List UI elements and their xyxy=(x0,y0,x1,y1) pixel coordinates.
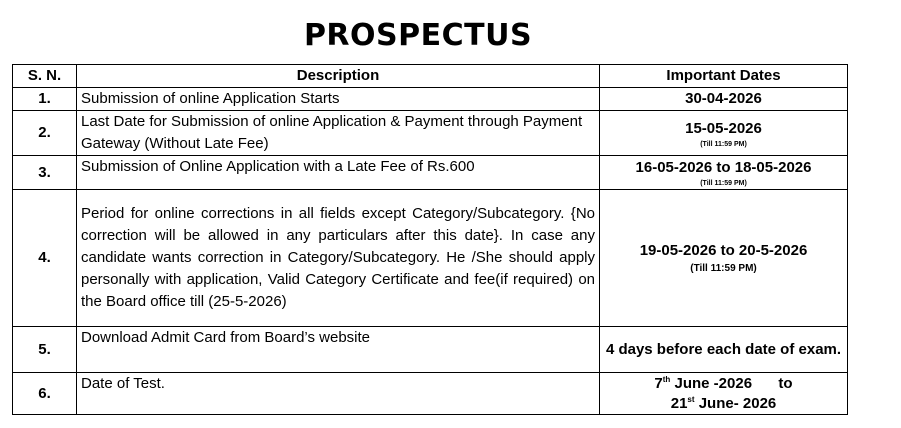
row-sn: 2. xyxy=(13,111,77,156)
row-description: Submission of Online Application with a Late Fee of Rs.600 xyxy=(77,156,600,190)
row-sn: 6. xyxy=(13,373,77,415)
row-date-cell xyxy=(600,111,848,156)
date-start-rest: June -2026 xyxy=(670,374,753,392)
table-row xyxy=(13,373,848,415)
row-date-cell xyxy=(600,190,848,327)
row-date-note: (Till 11:59 PM) xyxy=(700,140,747,148)
row-date-cell xyxy=(600,373,848,415)
row-sn: 3. xyxy=(13,156,77,190)
table-row xyxy=(13,327,848,373)
header-description: Description xyxy=(77,65,600,88)
header-dates: Important Dates xyxy=(600,65,848,88)
date-end-rest: June- 2026 xyxy=(694,394,777,412)
table-row xyxy=(13,88,848,111)
row-description: Download Admit Card from Board’s website xyxy=(77,327,600,373)
date-range-start-line xyxy=(604,374,843,394)
table-header-row xyxy=(13,65,848,88)
row-description: Submission of online Application Starts xyxy=(77,88,600,111)
header-sn: S. N. xyxy=(13,65,77,88)
row-date-note: (Till 11:59 PM) xyxy=(690,263,757,274)
table-row xyxy=(13,190,848,327)
prospectus-table xyxy=(12,64,848,415)
row-date-note: (Till 11:59 PM) xyxy=(700,180,747,187)
date-end-day: 21 xyxy=(670,394,688,412)
row-date: 16-05-2026 to 18-05-2026 xyxy=(635,159,812,176)
table-row xyxy=(13,111,848,156)
row-date: 19-05-2026 to 20-5-2026 xyxy=(639,242,808,259)
row-sn: 5. xyxy=(13,327,77,373)
date-range-end-line xyxy=(604,394,843,414)
row-sn: 4. xyxy=(13,190,77,327)
table-row xyxy=(13,156,848,190)
row-date-cell xyxy=(600,156,848,190)
row-description: Date of Test. xyxy=(77,373,600,415)
row-date: 4 days before each date of exam. xyxy=(600,327,848,373)
row-date: 15-05-2026 xyxy=(685,119,762,137)
date-end-suffix: st xyxy=(687,394,695,404)
page-title: PROSPECTUS xyxy=(303,18,533,53)
date-start-day: 7 xyxy=(654,374,663,392)
row-description: Last Date for Submission of online Application & Payment through Payment Gateway (Without Late Fee) xyxy=(77,111,600,156)
row-sn: 1. xyxy=(13,88,77,111)
row-description: Period for online corrections in all fields except Category/Subcategory. {No correction will be allowed in any particulars after this date}. In case any candidate wants correction in Category/Subcategory. He /She should apply personally with application, Valid Category Certificate and fee(if required) on the Board office till (25-5-2026) xyxy=(77,190,600,327)
date-range-to: to xyxy=(778,374,793,392)
row-date: 30-04-2026 xyxy=(600,88,848,111)
date-start-suffix: th xyxy=(662,374,671,384)
